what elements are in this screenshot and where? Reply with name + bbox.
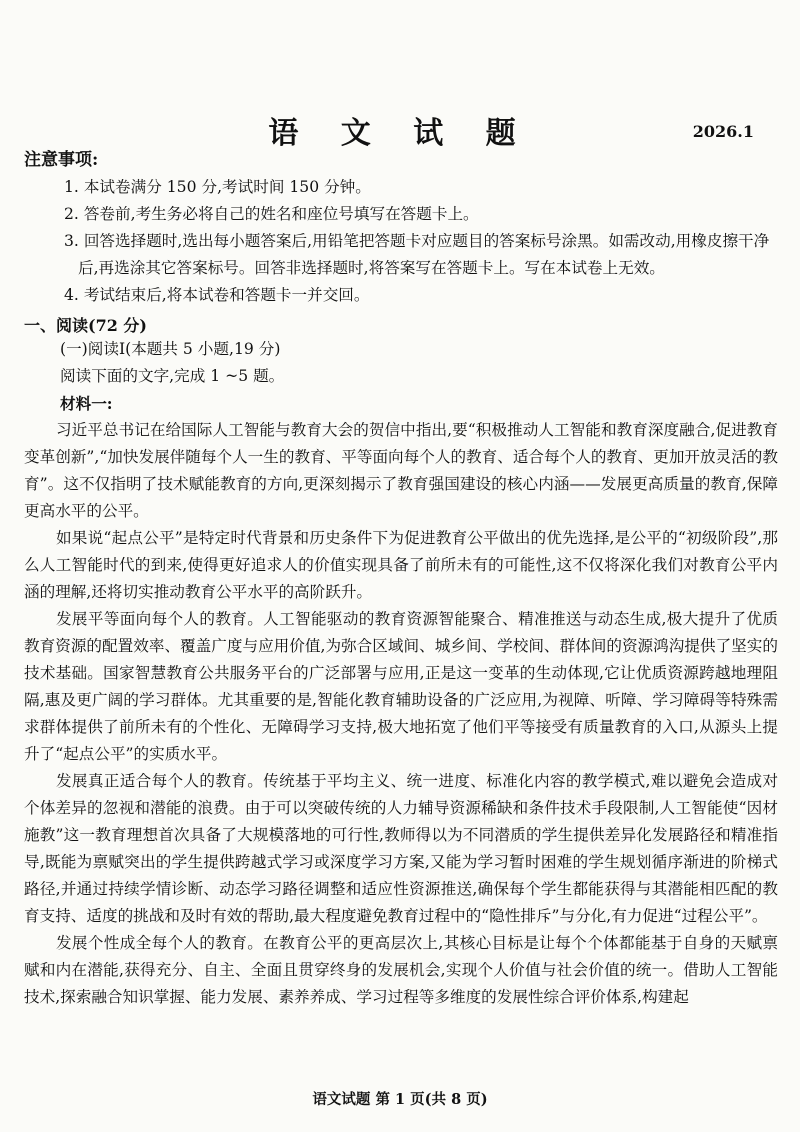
section-heading: 一、阅读(72 分)	[24, 316, 147, 335]
paragraph: 发展真正适合每个人的教育。传统基于平均主义、统一进度、标准化内容的教学模式,难以避免会造成对个体差异的忽视和潜能的浪费。由于可以突破传统的人力辅导资源稀缺和条件技术手段限制,人工智能使“因材施教”这一教育理想首次具备了大规模落地的可行性,教师得以为不同潜质的学生提供差异化发展路径和精准指导,既能为禀赋突出的学生提供跨越式学习或深度学习方案,又能为学习暂时困难的学生规划循序渐进的阶梯式路径,并通过持续学情诊断、动态学习路径调整和适应性资源推送,确保每个学生都能获得与其潜能相匹配的教育支持、适度的挑战和及时有效的帮助,最大程度避免教育过程中的“隐性排斥”与分化,有力促进“过程公平”。	[24, 772, 778, 925]
notice-heading: 注意事项:	[24, 150, 99, 170]
subsection-heading: (一)阅读Ⅰ(本题共 5 小题,19 分)	[60, 340, 281, 358]
notice-item: 2. 答卷前,考生务必将自己的姓名和座位号填写在答题卡上。	[64, 205, 479, 223]
page-footer: 语文试题 第 1 页(共 8 页)	[312, 1091, 488, 1108]
instruction-text: 阅读下面的文字,完成 1 ~5 题。	[60, 367, 285, 385]
exam-title: 语 文 试 题	[268, 116, 532, 151]
notice-list	[24, 174, 778, 309]
paragraph: 习近平总书记在给国际人工智能与教育大会的贺信中指出,要“积极推动人工智能和教育深度融合,促进教育变革创新”,“加快发展伴随每个人一生的教育、平等面向每个人的教育、适合每个人的教育、更加开放灵活的教育”。这不仅指明了技术赋能教育的方向,更深刻揭示了教育强国建设的核心内涵——发展更高质量的教育,保障更高水平的公平。	[24, 421, 778, 520]
notice-item: 1. 本试卷满分 150 分,考试时间 150 分钟。	[64, 178, 371, 196]
paragraph: 发展个性成全每个人的教育。在教育公平的更高层次上,其核心目标是让每个个体都能基于自身的天赋禀赋和内在潜能,获得充分、自主、全面且贯穿终身的发展机会,实现个人价值与社会价值的统一。借助人工智能技术,探索融合知识掌握、能力发展、素养养成、学习过程等多维度的发展性综合评价体系,构建起	[24, 934, 778, 1006]
notice-item: 4. 考试结束后,将本试卷和答题卡一并交回。	[64, 286, 370, 304]
paragraph: 如果说“起点公平”是特定时代背景和历史条件下为促进教育公平做出的优先选择,是公平的“初级阶段”,那么人工智能时代的到来,使得更好追求人的价值实现具备了前所未有的可能性,这不仅将深化我们对教育公平内涵的理解,还将切实推动教育公平水平的高阶跃升。	[24, 529, 778, 601]
reading-section	[24, 336, 778, 1011]
paragraph: 发展平等面向每个人的教育。人工智能驱动的教育资源智能聚合、精准推送与动态生成,极大提升了优质教育资源的配置效率、覆盖广度与应用价值,为弥合区域间、城乡间、学校间、群体间的资源鸿沟提供了坚实的技术基础。国家智慧教育公共服务平台的广泛部署与应用,正是这一变革的生动体现,它让优质资源跨越地理阻隔,惠及更广阔的学习群体。尤其重要的是,智能化教育辅助设备的广泛应用,为视障、听障、学习障碍等特殊需求群体提供了前所未有的个性化、无障碍学习支持,极大地拓宽了他们平等接受有质量教育的入口,从源头上提升了“起点公平”的实质水平。	[24, 610, 778, 763]
material-label: 材料一:	[60, 394, 113, 413]
exam-date: 2026.1	[692, 122, 754, 141]
notice-item: 3. 回答选择题时,选出每小题答案后,用铅笔把答题卡对应题目的答案标号涂黑。如需改动,用橡皮擦干净后,再选涂其它答案标号。回答非选择题时,将答案写在答题卡上。写在本试卷上无效。	[64, 232, 770, 277]
